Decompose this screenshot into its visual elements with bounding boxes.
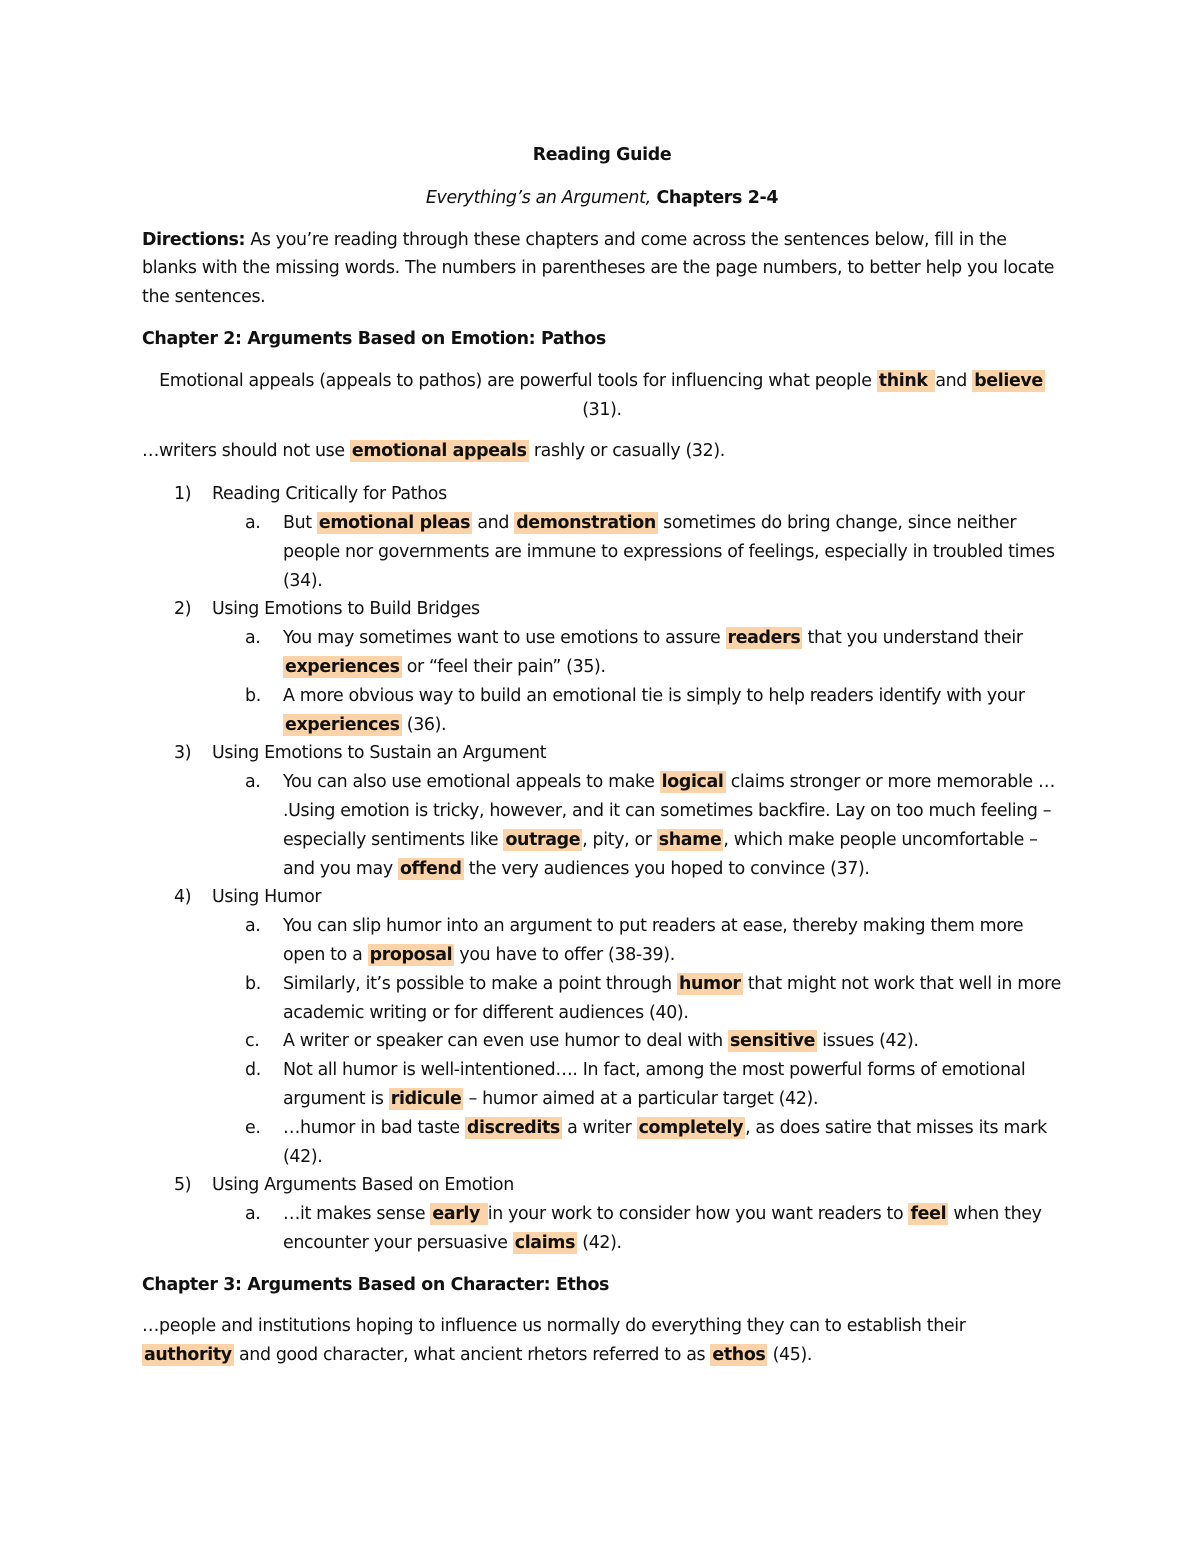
text-run: But [283, 512, 317, 533]
item-letter: c. [245, 1031, 260, 1052]
text-run: You can slip humor into an argument to put readers at ease, thereby making them more open to a [283, 916, 1024, 965]
list-item [142, 1114, 1062, 1172]
text-run: claims stronger or more memorable … .Using emotion is tricky, however, and it can sometimes backfire. Lay on too much feeling – especially sentiments like [283, 772, 1055, 850]
text-run: when they encounter your persuasive [283, 1204, 1042, 1253]
section-items [212, 509, 1062, 595]
list-item [142, 1027, 1062, 1056]
text-run: , as does satire that misses its mark (42). [283, 1117, 1047, 1167]
text-run: You may sometimes want to use emotions to assure [283, 628, 726, 649]
section-number: 1) [174, 484, 192, 505]
text-run: you have to offer (38-39). [454, 944, 675, 965]
section-title: Using Emotions to Sustain an Argument [212, 743, 547, 764]
answer-highlight: outrage [505, 829, 581, 850]
chapter-2-sections [142, 480, 1062, 1258]
subtitle-chapters: Chapters 2-4 [650, 187, 779, 208]
item-text [213, 509, 1062, 595]
text-run: …writers should not use [142, 441, 350, 462]
answer-highlight: emotional appeals [351, 441, 527, 462]
list-item [142, 768, 1062, 883]
answer-highlight: emotional pleas [318, 512, 471, 533]
section-number: 4) [174, 887, 192, 908]
list-item [142, 1056, 1062, 1114]
item-letter: a. [245, 1204, 261, 1225]
answer-highlight: ridicule [390, 1088, 462, 1109]
list-item [142, 624, 1062, 682]
text-run: A more obvious way to build an emotional tie is simply to help readers identify with your [283, 685, 1025, 706]
section-number: 5) [174, 1175, 192, 1196]
list-item [142, 682, 1062, 740]
item-text [213, 912, 1062, 970]
section-1 [142, 480, 1062, 595]
chapter-2-line-2 [142, 437, 1062, 466]
text-run: Emotional appeals (appeals to pathos) are powerful tools for influencing what people [159, 370, 877, 391]
text-run: , pity, or [582, 829, 657, 850]
document-body [142, 141, 1062, 1370]
text-run: (42). [577, 1232, 622, 1253]
answer-highlight: shame [658, 829, 722, 850]
text-run: A writer or speaker can even use humor to deal with [283, 1031, 729, 1052]
text-run: and good character, what ancient rhetors referred to as [233, 1345, 711, 1366]
answer-highlight: offend [399, 858, 462, 879]
text-run: in your work to consider how you want readers to [487, 1204, 909, 1225]
text-run: You can also use emotional appeals to make [283, 772, 660, 793]
answer-highlight: ethos [712, 1345, 766, 1366]
section-4 [142, 883, 1062, 1171]
answer-highlight: claims [514, 1232, 576, 1253]
answer-highlight: demonstration [516, 512, 656, 533]
section-number: 2) [174, 599, 192, 620]
section-title: Using Emotions to Build Bridges [212, 599, 480, 620]
chapter-3-line [142, 1312, 1062, 1370]
directions-text: As you’re reading through these chapters and come across the sentences below, fill in the blanks with the missing words. The numbers in parentheses are the page numbers, to better help you locate the sentences. [142, 229, 1055, 308]
directions-paragraph [142, 226, 1062, 312]
text-run: Similarly, it’s possible to make a point through [283, 973, 677, 994]
answer-highlight: believe [974, 370, 1043, 391]
section-3 [142, 739, 1062, 883]
section-5 [142, 1171, 1062, 1257]
text-run: (31). [582, 399, 622, 420]
text-run: Not all humor is well-intentioned…. In fact, among the most powerful forms of emotional argument is [283, 1060, 1026, 1109]
text-run: that you understand their [802, 628, 1023, 649]
answer-highlight: experiences [285, 656, 400, 677]
item-text [213, 1056, 1062, 1114]
section-items [212, 768, 1062, 883]
list-item [142, 970, 1062, 1028]
text-run: (45). [767, 1345, 813, 1366]
item-letter: b. [245, 973, 261, 994]
answer-highlight: logical [661, 772, 724, 793]
answer-highlight: sensitive [730, 1031, 816, 1052]
section-title: Using Arguments Based on Emotion [212, 1175, 514, 1196]
section-items [212, 1200, 1062, 1258]
text-run: a writer [561, 1117, 637, 1138]
text-run: …people and institutions hoping to influence us normally do everything they can to establish their [142, 1316, 966, 1337]
text-run: and [472, 512, 515, 533]
text-run: or “feel their pain” (35). [401, 656, 606, 677]
text-run: (36). [401, 714, 447, 735]
list-item [142, 509, 1062, 595]
section-items [212, 912, 1062, 1171]
chapter-2-intro [142, 367, 1062, 425]
item-text [213, 1114, 1062, 1172]
answer-highlight: think [878, 370, 934, 391]
document-title: Reading Guide [532, 145, 672, 165]
answer-highlight: feel [910, 1204, 947, 1225]
text-run: issues (42). [817, 1031, 919, 1052]
chapter-3-heading: Chapter 3: Arguments Based on Character: Ethos [142, 1274, 610, 1295]
item-text [213, 768, 1062, 883]
answer-highlight: humor [679, 973, 741, 994]
item-letter: e. [245, 1117, 261, 1138]
item-text [213, 1200, 1062, 1258]
text-run: – humor aimed at a particular target (42). [463, 1088, 819, 1109]
text-run: …humor in bad taste [283, 1117, 465, 1138]
text-run: rashly or casually (32). [528, 441, 725, 462]
answer-highlight: completely [638, 1117, 744, 1138]
section-title: Reading Critically for Pathos [212, 484, 447, 505]
item-letter: d. [245, 1060, 261, 1081]
text-run: …it makes sense [283, 1204, 431, 1225]
directions-label: Directions: [142, 229, 246, 250]
item-text [213, 624, 1062, 682]
item-letter: a. [245, 628, 261, 649]
list-item [142, 912, 1062, 970]
item-text [213, 1027, 1062, 1056]
section-title: Using Humor [212, 887, 322, 908]
item-letter: b. [245, 685, 261, 706]
text-run: that might not work that well in more academic writing or for different audiences (40). [283, 973, 1061, 1023]
item-text [213, 970, 1062, 1028]
section-number: 3) [174, 743, 192, 764]
item-text [213, 682, 1062, 740]
answer-highlight: authority [144, 1345, 232, 1366]
item-letter: a. [245, 512, 261, 533]
text-run: , which make people uncomfortable – and you may [283, 829, 1038, 879]
answer-highlight: proposal [369, 944, 453, 965]
section-items [212, 624, 1062, 739]
section-2 [142, 595, 1062, 739]
item-letter: a. [245, 772, 261, 793]
list-item [142, 1200, 1062, 1258]
chapter-2-heading: Chapter 2: Arguments Based on Emotion: Pathos [142, 328, 606, 349]
answer-highlight: discredits [466, 1117, 560, 1138]
text-run: and [935, 370, 973, 391]
text-run: the very audiences you hoped to convince (37). [463, 858, 870, 879]
answer-highlight: readers [727, 628, 801, 649]
answer-highlight: early [432, 1204, 486, 1225]
answer-highlight: experiences [285, 714, 400, 735]
text-run: sometimes do bring change, since neither people nor governments are immune to expressions of feelings, especially in troubled times (34). [283, 512, 1055, 591]
document-subtitle [142, 184, 1062, 213]
item-letter: a. [245, 916, 261, 937]
subtitle-book-title: Everything’s an Argument, [425, 187, 651, 208]
